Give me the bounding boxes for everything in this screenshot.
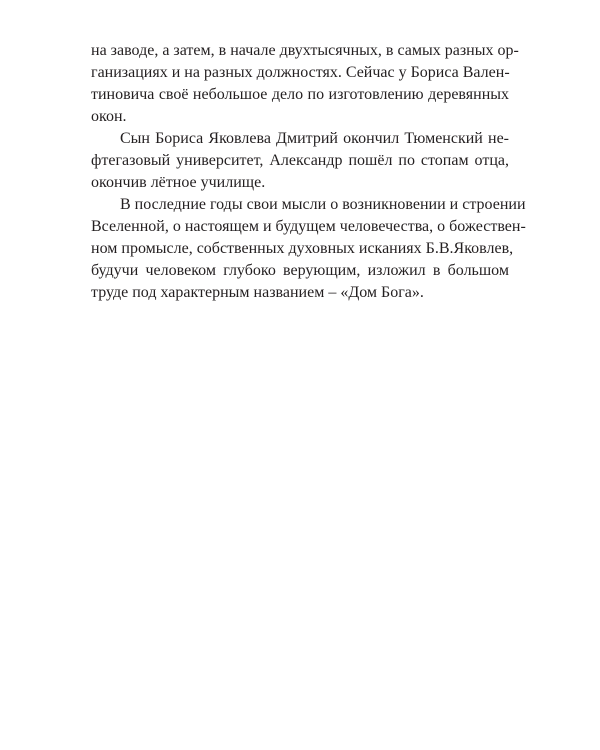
- text-line: ганизациях и на разных должностях. Сейчас у Бориса Вален-: [91, 64, 510, 81]
- text-line: будучи человеком глубоко верующим, изложил в большом: [91, 262, 509, 279]
- text-line: на заводе, а затем, в начале двухтысячных, в самых разных ор-: [91, 42, 519, 59]
- text-line: труде под характерным названием – «Дом Бога».: [91, 284, 424, 301]
- paragraph-1: [91, 40, 519, 128]
- text-line: Сын Бориса Яковлева Дмитрий окончил Тюменский не-: [120, 130, 509, 147]
- text-line: ном промысле, собственных духовных исканиях Б.В.Яковлев,: [91, 240, 514, 257]
- body-text: [91, 40, 526, 304]
- text-line: Вселенной, о настоящем и будущем человечества, о божествен-: [91, 218, 526, 235]
- paragraph-3: [91, 194, 526, 304]
- text-line: В последние годы свои мысли о возникновении и строении: [120, 196, 526, 213]
- text-line: окончив лётное училище.: [91, 174, 266, 191]
- text-line: фтегазовый университет, Александр пошёл по стопам отца,: [91, 152, 509, 169]
- text-line: тиновича своё небольшое дело по изготовлению деревянных: [91, 86, 509, 103]
- text-line: окон.: [91, 108, 127, 125]
- paragraph-2: [91, 128, 509, 194]
